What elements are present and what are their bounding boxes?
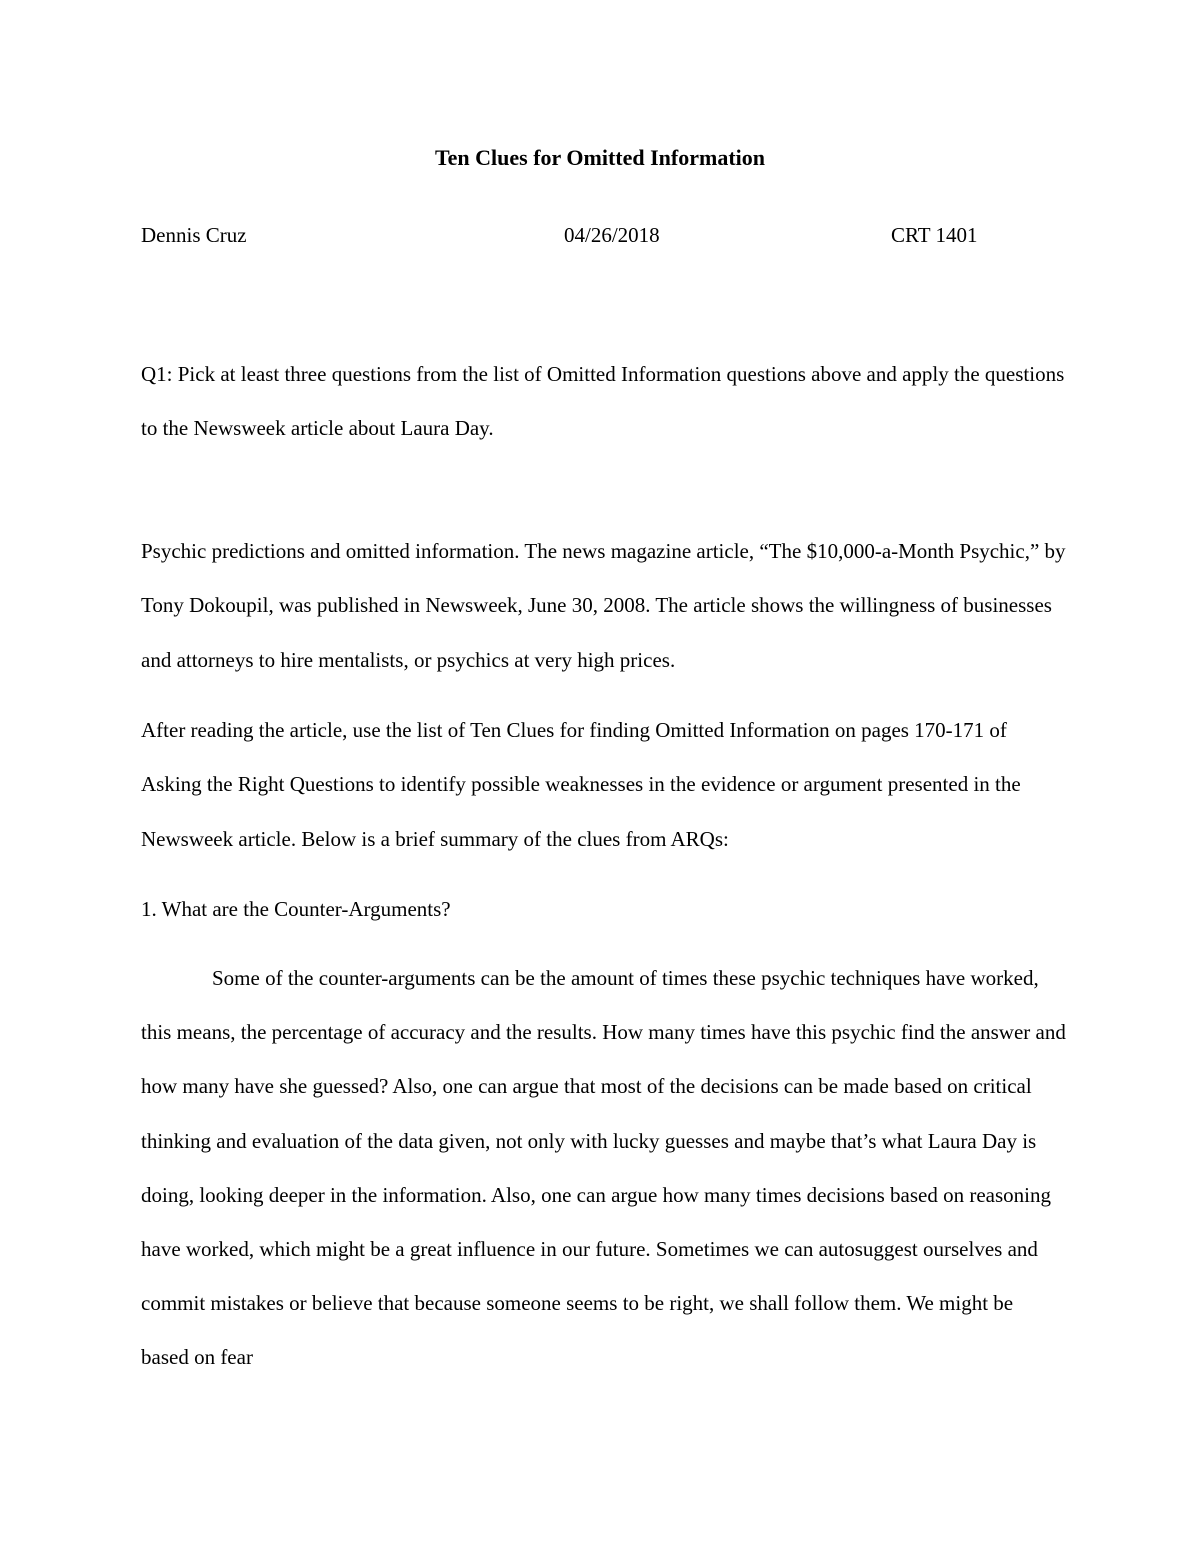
document-title: Ten Clues for Omitted Information [435,145,765,170]
instructions-paragraph: After reading the article, use the list of Ten Clues for finding Omitted Information on pages 170-171 of Asking the Right Questions to identify possible weaknesses in the evidence or argument presented in the Newsweek article. Below is a brief summary of the clues from ARQs: [141,718,1021,851]
course-code: CRT 1401 [891,223,978,247]
intro-paragraph: Psychic predictions and omitted information. The news magazine article, “The $10,000-a-Month Psychic,” by Tony Dokoupil, was published in Newsweek, June 30, 2008. The article shows the willingness of businesses and attorneys to hire mentalists, or psychics at very high prices. [141,539,1066,672]
clue-answer-paragraph: Some of the counter-arguments can be the amount of times these psychic techniques have worked, this means, the percentage of accuracy and the results. How many times have this psychic find the answer and how many have she guessed? Also, one can argue that most of the decisions can be made based on critical thinking and evaluation of the data given, not only with lucky guesses and maybe that’s what Laura Day is doing, looking deeper in the information. Also, one can argue how many times decisions based on reasoning have worked, which might be a great influence in our future. Sometimes we can autosuggest ourselves and commit mistakes or believe that because someone seems to be right, we shall follow them. We might be based on fear [141,966,1066,1370]
question-paragraph: Q1: Pick at least three questions from the list of Omitted Information questions above and apply the questions to the Newsweek article about Laura Day. [141,362,1065,441]
document-header [141,220,1061,250]
author-name: Dennis Cruz [141,223,247,247]
document-date: 04/26/2018 [564,223,660,247]
clue-heading: 1. What are the Counter-Arguments? [141,897,451,921]
